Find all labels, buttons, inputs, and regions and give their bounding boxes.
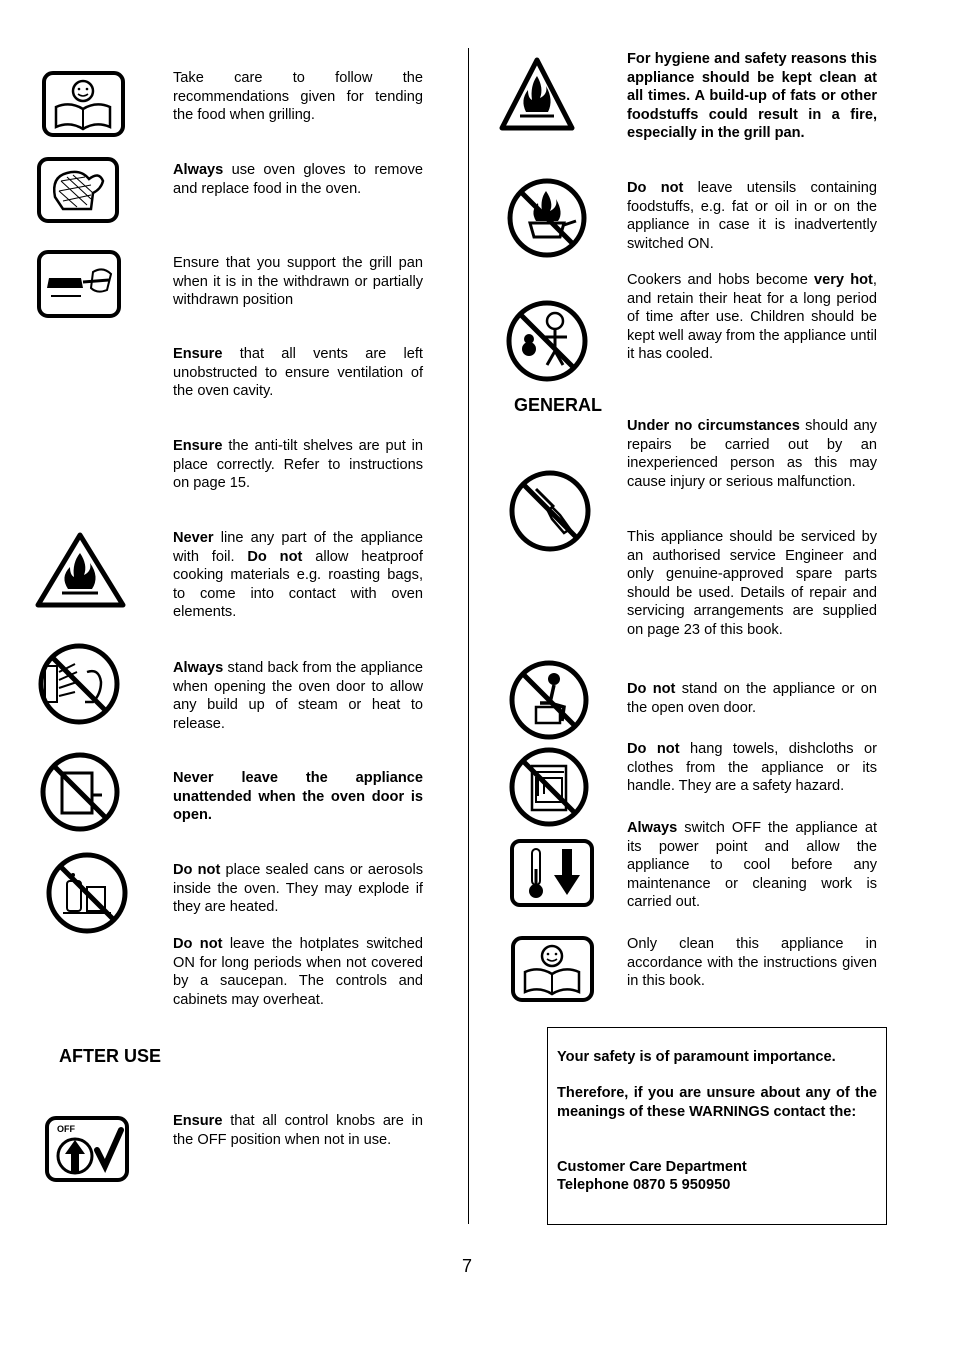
screwdriver-icon [508, 469, 592, 553]
stand-text: Do not stand on the appliance or on the open oven door. [627, 681, 877, 716]
thermometer-cool-icon [510, 839, 594, 907]
sealed-cans-icon [45, 851, 129, 935]
off-label: OFF [57, 1124, 75, 1134]
switch-off-text: Always switch OFF the appliance at its power point and allow the appliance to cool before any maintenance or cleaning work is carried out. [627, 820, 877, 910]
no-towels-icon [508, 746, 590, 828]
service-text: This appliance should be serviced by an authorised service Engineer and only genuine-approved spare parts should be used. Details of repair and servicing arrangements are supplied on page 23 of this book. [627, 529, 877, 638]
steam-warning-icon [37, 642, 121, 726]
child-warning-icon [505, 299, 589, 383]
hotplates-text: Do not leave the hotplates switched ON for long periods when not covered by a saucepan. The controls and cabinets may overheat. [173, 936, 423, 1008]
cans-text: Do not place sealed cans or aerosols inside the oven. They may explode if they are heated. [173, 862, 423, 915]
column-divider [468, 48, 469, 1224]
read-book-icon [511, 936, 594, 1002]
unattended-text: Never leave the appliance unattended when the oven door is open. [173, 770, 423, 823]
vents-text: Ensure that all vents are left unobstructed to ensure ventilation of the oven cavity. [173, 346, 423, 399]
fire-warning-icon [34, 531, 127, 609]
steam-text: Always stand back from the appliance when opening the oven door to allow any build up of steam or heat to release. [173, 660, 423, 732]
hygiene-text: For hygiene and safety reasons this appliance should be kept clean at all times. A build-up of fats or other foodstuffs could result in a fire, especially in the grill pan. [627, 51, 877, 141]
after-use-heading: AFTER USE [59, 1046, 162, 1066]
read-instructions-icon [42, 71, 125, 137]
safety-line-2: Therefore, if you are unsure about any of the meanings of these WARNINGS contact the: [557, 1085, 877, 1120]
customer-care-label: Customer Care Department [557, 1159, 747, 1175]
shelves-text: Ensure the anti-tilt shelves are put in place correctly. Refer to instructions on page 15. [173, 438, 423, 491]
page-number: 7 [462, 1256, 473, 1276]
safety-line-1: Your safety is of paramount importance. [557, 1049, 836, 1065]
grill-pan-icon [37, 250, 121, 318]
fire-triangle-icon [498, 56, 576, 132]
pan-fire-icon [506, 177, 588, 259]
grill-pan-text: Ensure that you support the grill pan when it is in the withdrawn or partially withdrawn position [173, 255, 423, 308]
foil-text: Never line any part of the appliance with foil. Do not allow heatproof cooking materials e.g. roasting bags, to come into contact with oven elements. [173, 530, 423, 620]
hot-text: Cookers and hobs become very hot, and retain their heat for a long period of time after use. Children should be kept well away from the appliance until it has cooled. [627, 272, 877, 362]
utensils-text: Do not leave utensils containing foodstuffs, e.g. fat or oil in or on the appliance in case it is inadvertently switched ON. [627, 180, 877, 252]
gloves-text: Always use oven gloves to remove and replace food in the oven. [173, 162, 423, 197]
clean-text: Only clean this appliance in accordance with the instructions given in this book. [627, 936, 877, 989]
grill-tend-text: Take care to follow the recommendations given for tending the food when grilling. [173, 70, 423, 123]
towels-text: Do not hang towels, dishcloths or clothes from the appliance or its handle. They are a safety hazard. [627, 741, 877, 794]
general-heading: GENERAL [514, 395, 603, 415]
oven-glove-icon [37, 157, 119, 223]
open-door-icon [38, 751, 122, 833]
no-standing-icon [508, 659, 590, 741]
customer-care-phone: Telephone 0870 5 950950 [557, 1177, 731, 1193]
off-knob-icon [45, 1116, 129, 1182]
repairs-text: Under no circumstances should any repairs be carried out by an inexperienced person as this may cause injury or serious malfunction. [627, 418, 877, 490]
knobs-text: Ensure that all control knobs are in the OFF position when not in use. [173, 1113, 423, 1148]
safety-notice-box [547, 1027, 887, 1225]
